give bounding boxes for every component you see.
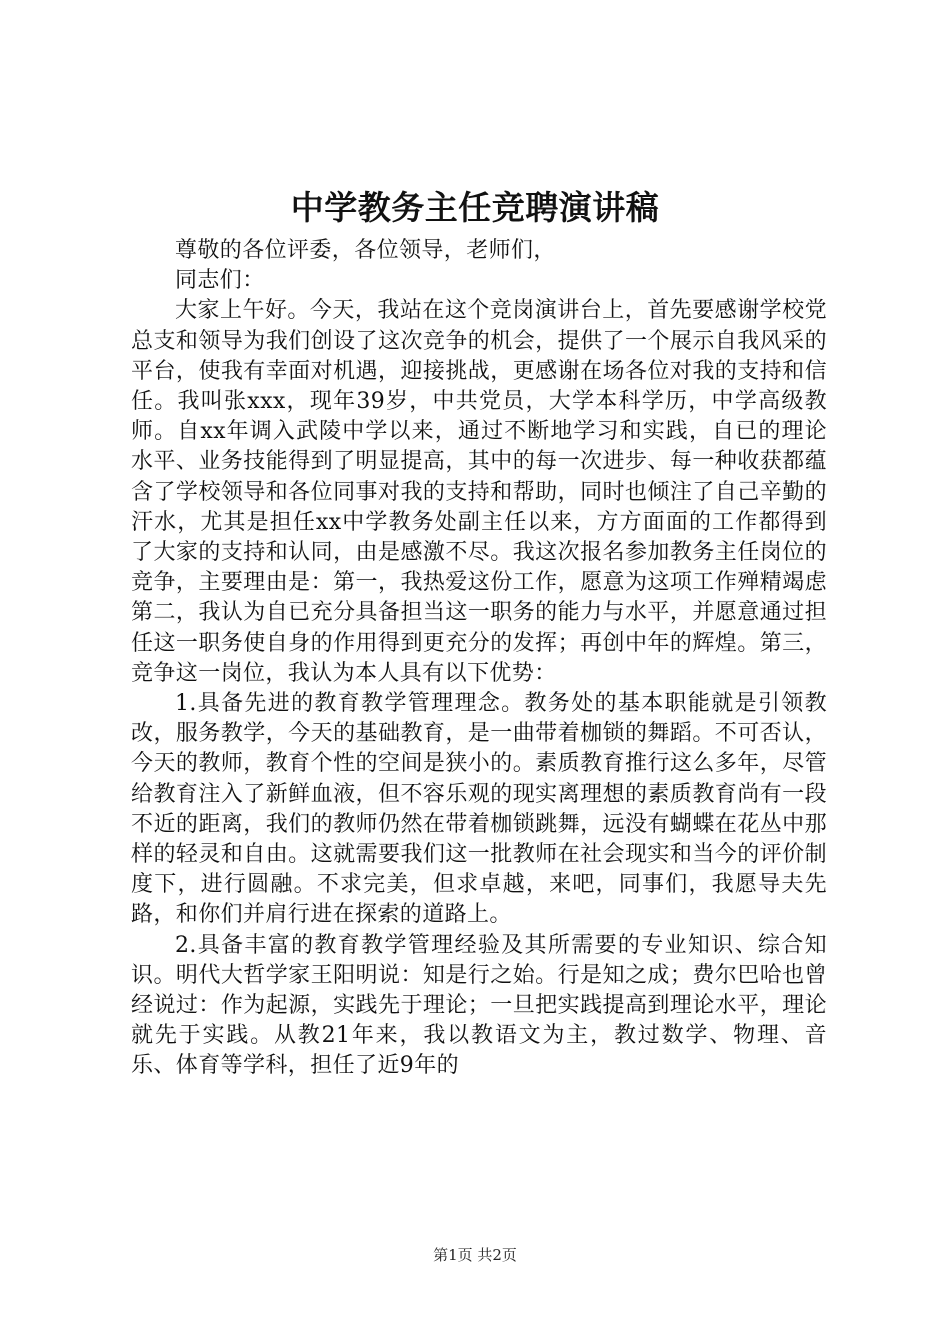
- salutation-line-1: 尊敬的各位评委，各位领导，老师们，: [175, 238, 556, 263]
- document-title: 中学教务主任竞聘演讲稿: [290, 188, 660, 227]
- document-body: [131, 236, 827, 1082]
- paragraph-advantage-1: 1.具备先进的教育教学管理理念。教务处的基本职能就是引领教改，服务教学，今天的基础教育，是一曲带着枷锁的舞蹈。不可否认，今天的教师，教育个性的空间是狭小的。素质教育推行这么多年，尽管给教育注入了新鲜血液，但不容乐观的现实离理想的素质教育尚有一段不近的距离，我们的教师仍然在带着枷锁跳舞，远没有蝴蝶在花丛中那样的轻灵和自由。这就需要我们这一批教师在社会现实和当今的评价制度下，进行圆融。不求完美，但求卓越，来吧，同事们，我愿导夫先路，和你们并肩行进在探索的道路上。: [131, 691, 827, 928]
- page-footer: 第1页 共2页: [433, 1246, 517, 1264]
- salutation-line-2: 同志们：: [175, 268, 265, 294]
- paragraph-advantage-2: 2.具备丰富的教育教学管理经验及其所需要的专业知识、综合知识。明代大哲学家王阳明说：知是行之始。行是知之成；费尔巴哈也曾经说过：作为起源，实践先于理论；一旦把实践提高到理论水平，理论就先于实践。从教21年来，我以教语文为主，教过数学、物理、音乐、体育等学科，担任了近9年的: [131, 932, 827, 1079]
- paragraph-introduction: 大家上午好。今天，我站在这个竞岗演讲台上，首先要感谢学校党总支和领导为我们创设了这次竞争的机会，提供了一个展示自我风采的平台，使我有幸面对机遇，迎接挑战，更感谢在场各位对我的支持和信任。我叫张xxx，现年39岁，中共党员，大学本科学历，中学高级教师。自xx年调入武陵中学以来，通过不断地学习和实践，自已的理论水平、业务技能得到了明显提高，其中的每一次进步、每一种收获都蕴含了学校领导和各位同事对我的支持和帮助，同时也倾注了自己辛勤的汗水，尤其是担任xx中学教务处副主任以来，方方面面的工作都得到了大家的支持和认同，由是感激不尽。我这次报名参加教务主任岗位的竞争，主要理由是：第一，我热爱这份工作，愿意为这项工作殚精竭虑第二，我认为自已充分具备担当这一职务的能力与水平，并愿意通过担任这一职务使自身的作用得到更充分的发挥；再创中年的辉煌。第三，竞争这一岗位，我认为本人具有以下优势：: [131, 298, 827, 686]
